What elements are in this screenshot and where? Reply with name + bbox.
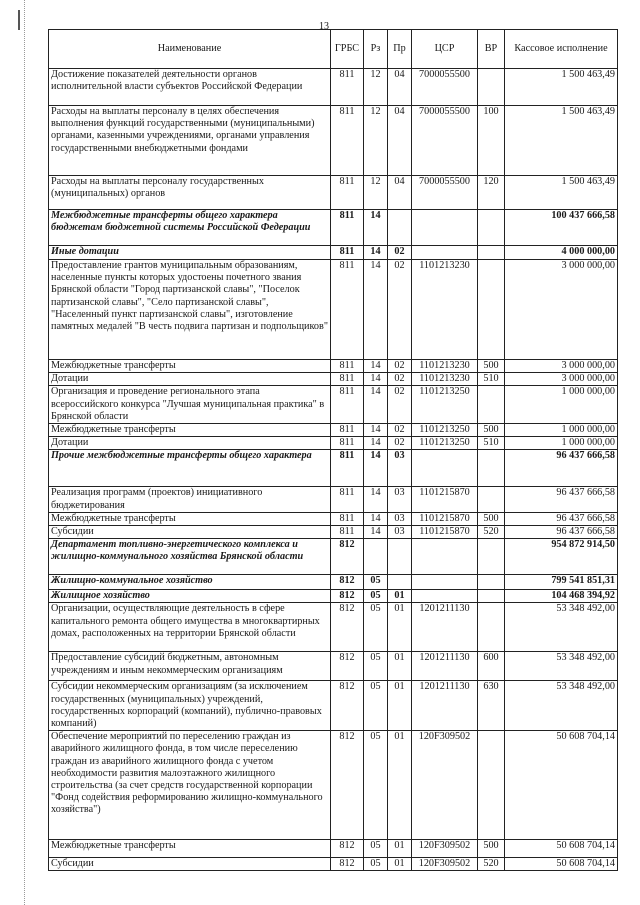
cell-csr: 1201211130 <box>412 603 478 652</box>
cell-grbs: 812 <box>331 590 364 603</box>
header-vr: ВР <box>478 30 505 69</box>
cell-vr: 630 <box>478 681 505 731</box>
cell-amount: 53 348 492,00 <box>505 652 618 681</box>
cell-csr <box>412 210 478 246</box>
cell-rz: 14 <box>364 210 388 246</box>
cell-csr <box>412 539 478 575</box>
cell-rz: 05 <box>364 840 388 858</box>
cell-grbs: 812 <box>331 681 364 731</box>
cell-amount: 50 608 704,14 <box>505 858 618 871</box>
table-row <box>49 539 618 575</box>
cell-grbs: 811 <box>331 210 364 246</box>
cell-pr: 02 <box>388 386 412 424</box>
cell-vr: 520 <box>478 526 505 539</box>
table-row <box>49 652 618 681</box>
cell-amount: 100 437 666,58 <box>505 210 618 246</box>
cell-rz: 05 <box>364 681 388 731</box>
cell-pr: 01 <box>388 590 412 603</box>
table-row <box>49 424 618 437</box>
cell-csr: 1101213230 <box>412 360 478 373</box>
table-row <box>49 590 618 603</box>
cell-grbs: 811 <box>331 526 364 539</box>
cell-csr <box>412 450 478 487</box>
cell-name: Межбюджетные трансферты <box>49 424 331 437</box>
cell-pr: 01 <box>388 681 412 731</box>
cell-csr: 1101213230 <box>412 260 478 360</box>
cell-pr: 03 <box>388 512 412 525</box>
table-row <box>49 210 618 246</box>
table-row <box>49 731 618 840</box>
table-row <box>49 487 618 512</box>
table-row <box>49 260 618 360</box>
cell-csr: 1101215870 <box>412 526 478 539</box>
table-row <box>49 450 618 487</box>
cell-vr: 510 <box>478 373 505 386</box>
cell-vr: 120 <box>478 176 505 210</box>
table-row <box>49 437 618 450</box>
cell-csr: 120F309502 <box>412 858 478 871</box>
cell-rz: 05 <box>364 603 388 652</box>
cell-grbs: 812 <box>331 858 364 871</box>
header-csr: ЦСР <box>412 30 478 69</box>
cell-rz: 12 <box>364 69 388 106</box>
cell-grbs: 811 <box>331 386 364 424</box>
cell-rz: 12 <box>364 176 388 210</box>
cell-pr: 02 <box>388 424 412 437</box>
cell-name: Межбюджетные трансферты <box>49 840 331 858</box>
cell-csr: 1101215870 <box>412 512 478 525</box>
table-row <box>49 360 618 373</box>
cell-pr: 04 <box>388 176 412 210</box>
cell-csr: 7000055500 <box>412 106 478 176</box>
cell-amount: 96 437 666,58 <box>505 487 618 512</box>
cell-pr: 02 <box>388 360 412 373</box>
cell-amount: 799 541 851,31 <box>505 575 618 590</box>
cell-rz: 14 <box>364 526 388 539</box>
cell-rz: 14 <box>364 360 388 373</box>
cell-name: Межбюджетные трансферты общего характера бюджетам бюджетной системы Российской Федерации <box>49 210 331 246</box>
cell-name: Организация и проведение регионального этапа всероссийского конкурса "Лучшая муниципальная практика" в Брянской области <box>49 386 331 424</box>
cell-pr: 01 <box>388 731 412 840</box>
cell-grbs: 811 <box>331 437 364 450</box>
cell-rz: 14 <box>364 437 388 450</box>
cell-grbs: 811 <box>331 450 364 487</box>
cell-grbs: 811 <box>331 176 364 210</box>
cell-pr: 02 <box>388 260 412 360</box>
cell-rz: 14 <box>364 424 388 437</box>
header-pr: Пр <box>388 30 412 69</box>
cell-pr: 04 <box>388 69 412 106</box>
cell-pr: 02 <box>388 373 412 386</box>
table-row <box>49 603 618 652</box>
cell-pr <box>388 210 412 246</box>
cell-grbs: 812 <box>331 575 364 590</box>
cell-pr: 03 <box>388 526 412 539</box>
cell-amount: 3 000 000,00 <box>505 373 618 386</box>
cell-name: Дотации <box>49 373 331 386</box>
cell-amount: 96 437 666,58 <box>505 450 618 487</box>
cell-grbs: 812 <box>331 652 364 681</box>
cell-vr: 510 <box>478 437 505 450</box>
table-row <box>49 575 618 590</box>
cell-name: Достижение показателей деятельности органов исполнительной власти субъектов Российской Федерации <box>49 69 331 106</box>
table-row <box>49 386 618 424</box>
cell-pr: 03 <box>388 450 412 487</box>
cell-name: Организации, осуществляющие деятельность в сфере капитального ремонта общего имущества в многоквартирных домах, расположенных на территории Брянской области <box>49 603 331 652</box>
cell-name: Прочие межбюджетные трансферты общего характера <box>49 450 331 487</box>
cell-csr <box>412 590 478 603</box>
cell-name: Департамент топливно-энергетического комплекса и жилищно-коммунального хозяйства Брянской области <box>49 539 331 575</box>
cell-vr <box>478 603 505 652</box>
cell-vr: 520 <box>478 858 505 871</box>
cell-csr: 1101213250 <box>412 437 478 450</box>
cell-name: Субсидии <box>49 858 331 871</box>
cell-amount: 4 000 000,00 <box>505 246 618 260</box>
cell-csr: 1101213250 <box>412 386 478 424</box>
cell-pr: 01 <box>388 652 412 681</box>
cell-vr: 600 <box>478 652 505 681</box>
cell-vr: 500 <box>478 424 505 437</box>
cell-name: Субсидии некоммерческим организациям (за исключением государственных (муниципальных) учреждений, государственных корпораций (компаний), публично-правовых компаний) <box>49 681 331 731</box>
cell-vr <box>478 386 505 424</box>
binding-mark <box>18 10 24 30</box>
cell-rz <box>364 539 388 575</box>
cell-amount: 1 000 000,00 <box>505 437 618 450</box>
cell-amount: 1 500 463,49 <box>505 176 618 210</box>
cell-vr <box>478 590 505 603</box>
page-number: 13 <box>319 21 329 32</box>
cell-grbs: 811 <box>331 69 364 106</box>
cell-pr: 02 <box>388 246 412 260</box>
cell-pr: 02 <box>388 437 412 450</box>
cell-vr <box>478 69 505 106</box>
cell-amount: 3 000 000,00 <box>505 260 618 360</box>
cell-grbs: 811 <box>331 260 364 360</box>
cell-pr <box>388 575 412 590</box>
cell-vr: 500 <box>478 360 505 373</box>
table-row <box>49 526 618 539</box>
cell-pr: 04 <box>388 106 412 176</box>
cell-vr <box>478 575 505 590</box>
cell-amount: 53 348 492,00 <box>505 603 618 652</box>
table-row <box>49 840 618 858</box>
cell-grbs: 811 <box>331 487 364 512</box>
cell-vr <box>478 246 505 260</box>
cell-pr: 03 <box>388 487 412 512</box>
cell-amount: 1 000 000,00 <box>505 386 618 424</box>
cell-name: Межбюджетные трансферты <box>49 512 331 525</box>
cell-csr: 1101213230 <box>412 373 478 386</box>
cell-vr <box>478 450 505 487</box>
table-body <box>49 69 618 871</box>
cell-grbs: 812 <box>331 840 364 858</box>
cell-csr <box>412 575 478 590</box>
cell-amount: 104 468 394,92 <box>505 590 618 603</box>
budget-table-sheet <box>48 29 617 871</box>
cell-rz: 05 <box>364 858 388 871</box>
cell-rz: 05 <box>364 731 388 840</box>
budget-table <box>48 29 618 871</box>
cell-rz: 14 <box>364 246 388 260</box>
cell-csr: 7000055500 <box>412 69 478 106</box>
table-row <box>49 176 618 210</box>
cell-csr: 1201211130 <box>412 652 478 681</box>
cell-rz: 14 <box>364 386 388 424</box>
cell-pr <box>388 539 412 575</box>
table-row <box>49 69 618 106</box>
cell-amount: 50 608 704,14 <box>505 731 618 840</box>
cell-amount: 954 872 914,50 <box>505 539 618 575</box>
cell-name: Субсидии <box>49 526 331 539</box>
cell-amount: 53 348 492,00 <box>505 681 618 731</box>
cell-vr <box>478 731 505 840</box>
cell-rz: 14 <box>364 512 388 525</box>
cell-name: Предоставление субсидий бюджетным, автономным учреждениям и иным некоммерческим организациям <box>49 652 331 681</box>
cell-grbs: 811 <box>331 373 364 386</box>
cell-rz: 05 <box>364 590 388 603</box>
cell-name: Жилищно-коммунальное хозяйство <box>49 575 331 590</box>
cell-amount: 96 437 666,58 <box>505 526 618 539</box>
cell-csr: 1101215870 <box>412 487 478 512</box>
header-amount: Кассовое исполнение <box>505 30 618 69</box>
binding-margin-line <box>24 0 25 905</box>
header-name: Наименование <box>49 30 331 69</box>
cell-name: Расходы на выплаты персоналу государственных (муниципальных) органов <box>49 176 331 210</box>
cell-pr: 01 <box>388 858 412 871</box>
cell-amount: 1 500 463,49 <box>505 69 618 106</box>
table-row <box>49 373 618 386</box>
cell-pr: 01 <box>388 840 412 858</box>
cell-name: Расходы на выплаты персоналу в целях обеспечения выполнения функций государственными (муниципальными) органами, казенными учреждениями, органами управления государственными внебюджетными фондами <box>49 106 331 176</box>
cell-vr <box>478 487 505 512</box>
cell-rz: 14 <box>364 373 388 386</box>
header-grbs: ГРБС <box>331 30 364 69</box>
cell-vr <box>478 260 505 360</box>
cell-grbs: 811 <box>331 360 364 373</box>
cell-name: Предоставление грантов муниципальным образованиям, населенные пункты которых удостоены почетного звания Брянской области "Город партизанской славы", "Поселок партизанской славы", "Село партизанской славы", "Населенный пункт партизанской славы", изготовление памятных медалей "В честь подвига партизан и подпольщиков" <box>49 260 331 360</box>
cell-grbs: 811 <box>331 424 364 437</box>
cell-name: Жилищное хозяйство <box>49 590 331 603</box>
table-header-row <box>49 30 618 69</box>
cell-rz: 14 <box>364 487 388 512</box>
cell-grbs: 812 <box>331 603 364 652</box>
cell-pr: 01 <box>388 603 412 652</box>
cell-csr: 7000055500 <box>412 176 478 210</box>
cell-rz: 14 <box>364 450 388 487</box>
cell-rz: 12 <box>364 106 388 176</box>
cell-csr: 1101213250 <box>412 424 478 437</box>
cell-name: Обеспечение мероприятий по переселению граждан из аварийного жилищного фонда, в том числе переселению граждан из аварийного жилищного фонда с учетом необходимости развития малоэтажного жилищного строительства (за счет средств государственной корпорации "Фонд содействия реформированию жилищно-коммунального хозяйства") <box>49 731 331 840</box>
cell-grbs: 812 <box>331 731 364 840</box>
table-row <box>49 106 618 176</box>
cell-csr <box>412 246 478 260</box>
table-row <box>49 858 618 871</box>
cell-amount: 50 608 704,14 <box>505 840 618 858</box>
table-row <box>49 681 618 731</box>
cell-vr: 500 <box>478 840 505 858</box>
cell-csr: 1201211130 <box>412 681 478 731</box>
cell-name: Межбюджетные трансферты <box>49 360 331 373</box>
cell-name: Реализация программ (проектов) инициативного бюджетирования <box>49 487 331 512</box>
cell-amount: 1 000 000,00 <box>505 424 618 437</box>
header-rz: Рз <box>364 30 388 69</box>
cell-amount: 96 437 666,58 <box>505 512 618 525</box>
cell-csr: 120F309502 <box>412 840 478 858</box>
cell-rz: 14 <box>364 260 388 360</box>
cell-vr: 500 <box>478 512 505 525</box>
cell-grbs: 811 <box>331 246 364 260</box>
cell-rz: 05 <box>364 652 388 681</box>
cell-csr: 120F309502 <box>412 731 478 840</box>
cell-rz: 05 <box>364 575 388 590</box>
table-row <box>49 512 618 525</box>
cell-vr <box>478 210 505 246</box>
cell-grbs: 811 <box>331 512 364 525</box>
cell-name: Дотации <box>49 437 331 450</box>
cell-grbs: 812 <box>331 539 364 575</box>
cell-name: Иные дотации <box>49 246 331 260</box>
cell-vr: 100 <box>478 106 505 176</box>
cell-amount: 3 000 000,00 <box>505 360 618 373</box>
table-row <box>49 246 618 260</box>
cell-vr <box>478 539 505 575</box>
cell-grbs: 811 <box>331 106 364 176</box>
cell-amount: 1 500 463,49 <box>505 106 618 176</box>
